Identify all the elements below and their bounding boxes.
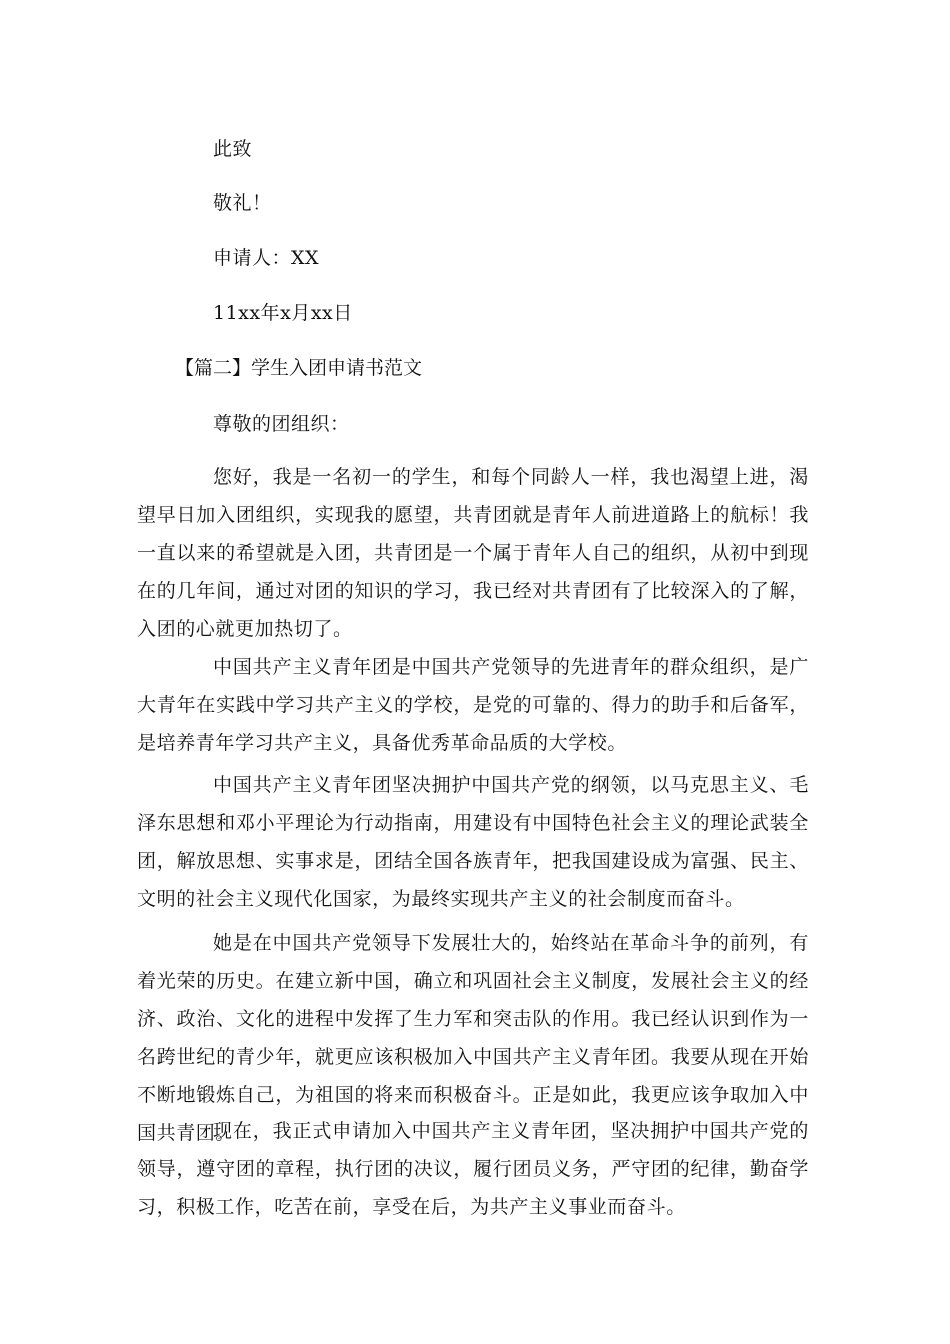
closing-salutation: 此致 [213,138,253,160]
body-paragraph: 中国共产主义青年团是中国共产党领导的先进青年的群众组织，是广大青年在实践中学习共产主义的学校，是党的可靠的、得力的助手和后备军，是培养青年学习共产主义，具备优秀革命品质的大学校。 [137,656,809,754]
section-heading: 【篇二】学生入团申请书范文 [175,357,423,379]
body-paragraph: 现在，我正式申请加入中国共产主义青年团，坚决拥护中国共产党的领导，遵守团的章程，执行团的决议，履行团员义务，严守团的纪律，勤奋学习，积极工作，吃苦在前，享受在后，为共产主义事业而奋斗。 [137,1120,809,1218]
body-paragraph: 中国共产主义青年团坚决拥护中国共产党的纲领，以马克思主义、毛泽东思想和邓小平理论为行动指南，用建设有中国特色社会主义的理论武装全团，解放思想、实事求是，团结全国各族青年，把我国建设成为富强、民主、文明的社会主义现代化国家，为最终实现共产主义的社会制度而奋斗。 [137,774,809,910]
body-paragraph: 她是在中国共产党领导下发展壮大的，始终站在革命斗争的前列，有着光荣的历史。在建立新中国，确立和巩固社会主义制度，发展社会主义的经济、政治、文化的进程中发挥了生力军和突击队的作用。我已经认识到作为一名跨世纪的青少年，就更应该积极加入中国共产主义青年团。我要从现在开始不断地锻炼自己，为祖国的将来而积极奋斗。正是如此，我更应该争取加入中国共青团。 [137,932,809,1144]
greeting: 尊敬的团组织： [213,413,350,435]
body-paragraph: 您好，我是一名初一的学生，和每个同龄人一样，我也渴望上进，渴望早日加入团组织，实现我的愿望，共青团就是青年人前进道路上的航标！我一直以来的希望就是入团，共青团是一个属于青年人自己的组织，从初中到现在的几年间，通过对团的知识的学习，我已经对共青团有了比较深入的了解，入团的心就更加热切了。 [137,466,809,640]
applicant-signature: 申请人：XX [213,247,320,269]
closing-regards: 敬礼！ [213,192,272,214]
application-date: 11xx年x月xx日 [213,302,353,324]
